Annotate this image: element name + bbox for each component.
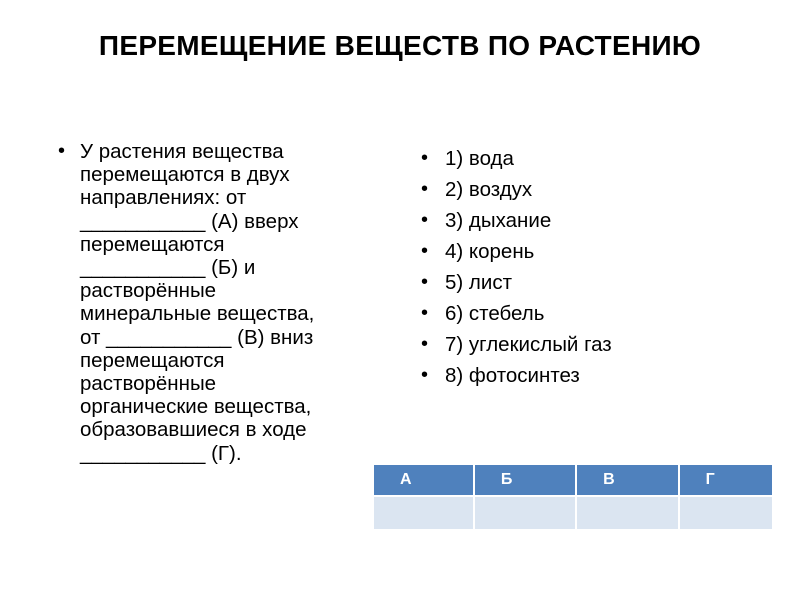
option-item [421, 236, 761, 267]
task-bullet-item [58, 140, 378, 465]
bullet-icon: • [421, 271, 429, 293]
task-line: перемещаются в двух [80, 163, 290, 187]
option-item [421, 267, 761, 298]
task-line: перемещаются [80, 348, 225, 372]
answer-table-row [374, 496, 772, 529]
option-label: 8) фотосинтез [445, 364, 580, 387]
option-item [421, 143, 761, 174]
answer-table-header-row [374, 465, 772, 496]
task-line: образовавшиеся в ходе [80, 418, 307, 442]
task-line: ___________ (А) вверх [80, 209, 299, 233]
answer-header-v: В [576, 465, 678, 496]
answer-cell-b[interactable] [474, 496, 576, 529]
bullet-icon: • [58, 140, 66, 162]
bullet-icon: • [421, 147, 429, 169]
answer-cell-g[interactable] [679, 496, 772, 529]
option-item [421, 360, 761, 391]
task-line: от ___________ (В) вниз [80, 325, 314, 349]
options-list [421, 143, 761, 391]
option-item [421, 205, 761, 236]
task-line: У растения вещества [80, 140, 284, 163]
option-label: 4) корень [445, 240, 535, 263]
answer-cell-a[interactable] [374, 496, 474, 529]
task-line: органические вещества, [80, 395, 312, 419]
option-item [421, 298, 761, 329]
task-line: ___________ (Б) и [80, 256, 256, 280]
bullet-icon: • [421, 364, 429, 386]
option-label: 7) углекислый газ [445, 333, 612, 356]
answer-header-b: Б [474, 465, 576, 496]
bullet-icon: • [421, 302, 429, 324]
task-line: растворённые [80, 279, 217, 303]
task-line: направлениях: от [80, 186, 247, 210]
option-item [421, 174, 761, 205]
task-line: растворённые [80, 372, 217, 396]
option-label: 6) стебель [445, 302, 545, 325]
bullet-icon: • [421, 209, 429, 231]
task-text [80, 140, 314, 465]
bullet-icon: • [421, 333, 429, 355]
answer-header-g: Г [679, 465, 772, 496]
option-label: 5) лист [445, 271, 512, 294]
task-text-block [58, 140, 378, 465]
option-label: 2) воздух [445, 178, 533, 201]
slide-title: ПЕРЕМЕЩЕНИЕ ВЕЩЕСТВ ПО РАСТЕНИЮ [98, 30, 702, 61]
answer-header-a: А [374, 465, 474, 496]
option-item [421, 329, 761, 360]
bullet-icon: • [421, 178, 429, 200]
task-line: перемещаются [80, 232, 225, 256]
answer-table [374, 465, 772, 529]
task-line: ___________ (Г). [80, 441, 242, 465]
task-line: минеральные вещества, [80, 302, 315, 326]
option-label: 3) дыхание [445, 209, 552, 232]
answer-cell-v[interactable] [576, 496, 678, 529]
bullet-icon: • [421, 240, 429, 262]
option-label: 1) вода [445, 147, 514, 170]
